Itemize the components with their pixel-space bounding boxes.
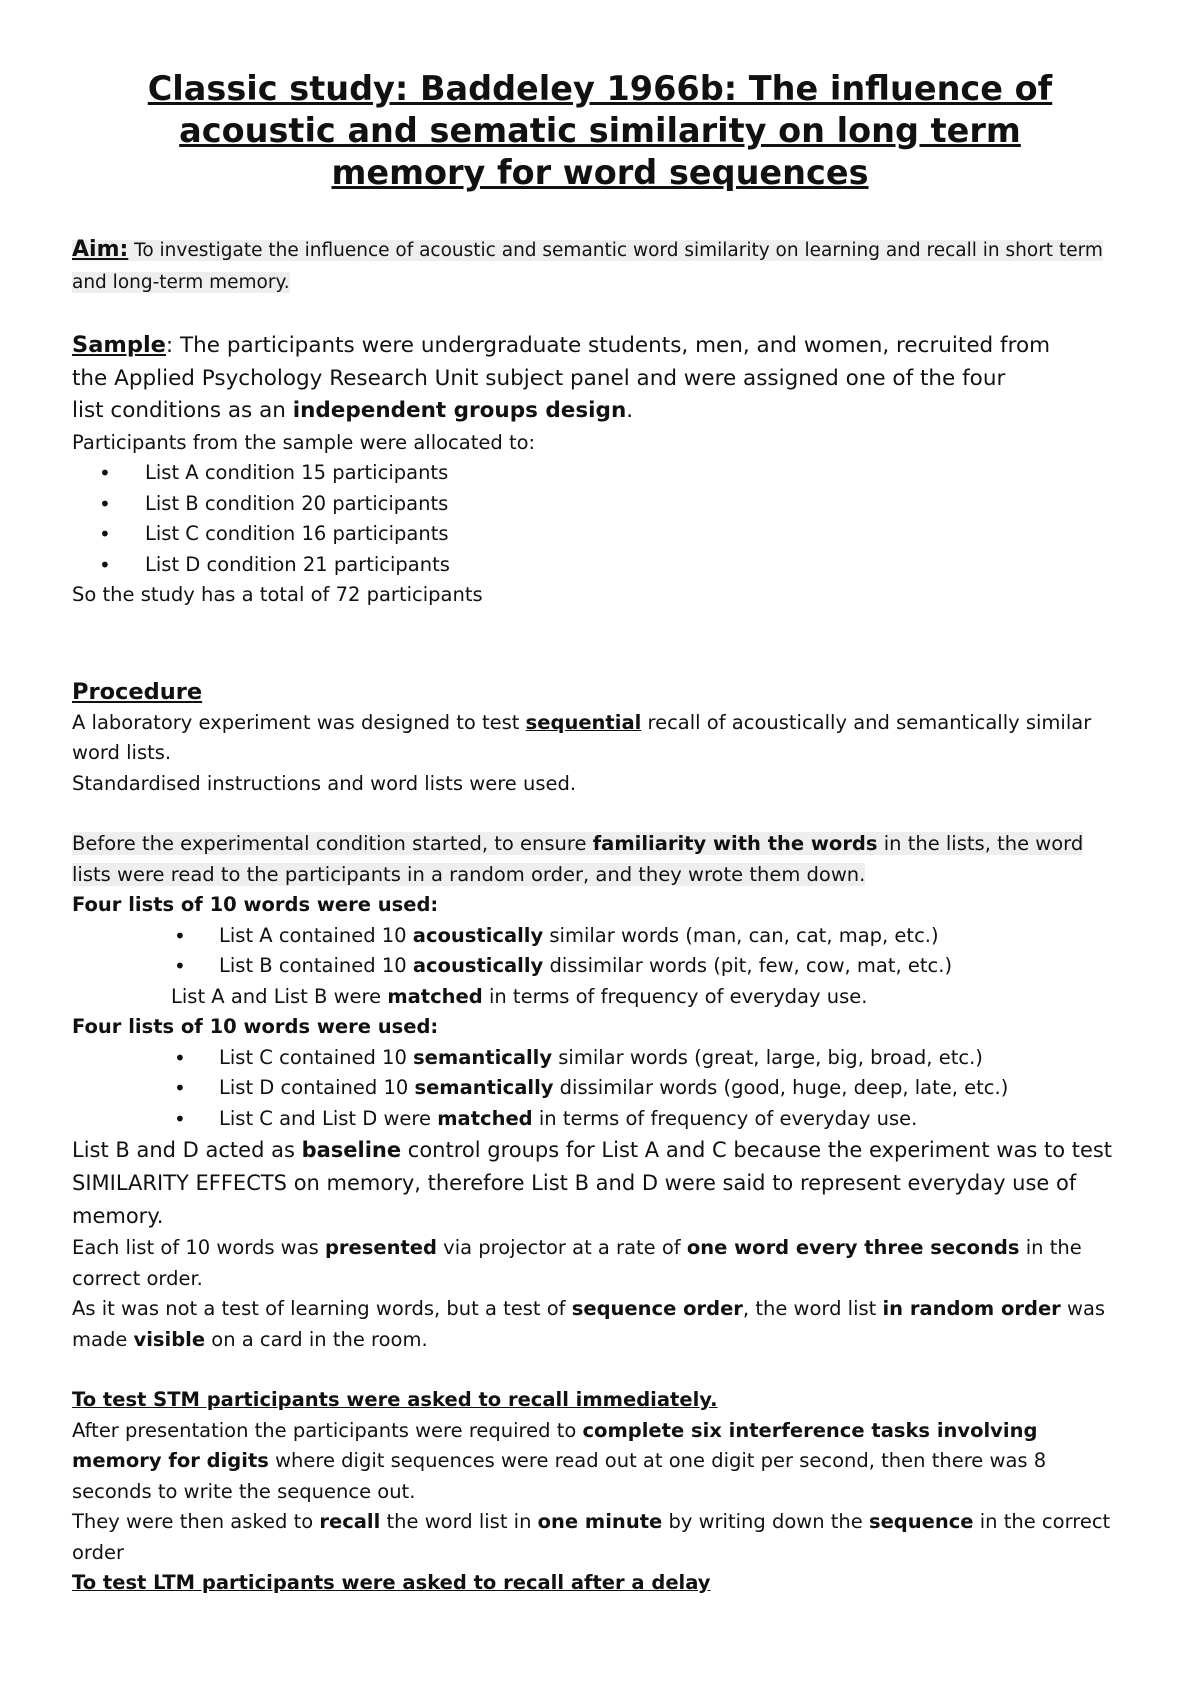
- lists-heading-2: Four lists of 10 words were used:: [72, 1015, 439, 1038]
- list-item: • List A contained 10 acoustically similar words (man, can, cat, map, etc.): [72, 921, 1128, 952]
- conditions-list: [72, 458, 1128, 580]
- procedure-p1-a: A laboratory experiment was designed to test: [72, 710, 526, 734]
- procedure-p1-b: recall of acoustically and semantically similar word lists.: [72, 710, 1092, 764]
- list-item: • List D condition 21 participants: [72, 550, 1128, 581]
- title-line-3: memory for word sequences: [331, 153, 869, 192]
- procedure-heading: Procedure: [72, 678, 203, 705]
- word-lists-cd: [72, 1043, 1128, 1135]
- list-item: • List B contained 10 acoustically dissimilar words (pit, few, cow, mat, etc.): [72, 951, 1128, 982]
- ltm-heading: To test LTM participants were asked to recall after a delay: [72, 1571, 711, 1594]
- sequential-term: sequential: [525, 710, 642, 734]
- title-line-1: Classic study: Baddeley 1966b: The influence of: [147, 69, 1053, 108]
- procedure-p2: Standardised instructions and word lists were used.: [72, 771, 577, 795]
- page-title: [72, 68, 1128, 194]
- presentation-section: [72, 1233, 1128, 1599]
- allocation-section: [72, 428, 1128, 611]
- sample-design: independent groups design: [292, 398, 627, 423]
- baseline-paragraph: List B and D acted as baseline control groups for List A and C because the experiment was to test SIMILARITY EFFECTS on memory, therefore List B and D were said to represent everyday use of memory.: [72, 1138, 1113, 1228]
- procedure-p3-b: familiarity with the words: [592, 832, 878, 855]
- procedure-p3-c: in the lists, the word lists were read to the participants in a random order, and they wrote them down.: [72, 832, 1084, 886]
- list-item: • List B condition 20 participants: [72, 489, 1128, 520]
- procedure-section: [72, 708, 1128, 1135]
- list-item: • List C contained 10 semantically similar words (great, large, big, broad, etc.): [72, 1043, 1128, 1074]
- sample-text-c: list conditions as an: [72, 398, 293, 423]
- aim-paragraph: [72, 234, 1128, 298]
- sample-text-b: the Applied Psychology Research Unit subject panel and were assigned one of the four: [72, 365, 1006, 391]
- sample-text-a: : The participants were undergraduate students, men, and women, recruited from: [165, 333, 1051, 358]
- list-item: • List C condition 16 participants: [72, 519, 1128, 550]
- stm-heading: To test STM participants were asked to recall immediately.: [72, 1388, 718, 1411]
- list-item: • List A condition 15 participants: [72, 458, 1128, 489]
- aim-label: Aim:: [72, 237, 129, 262]
- lists-heading-1: Four lists of 10 words were used:: [72, 893, 439, 916]
- sequence-paragraph: As it was not a test of learning words, but a test of sequence order, the word list in random order was made visible on a card in the room.: [72, 1297, 1106, 1351]
- word-lists-ab: [72, 921, 1128, 982]
- sample-paragraph: [72, 329, 1128, 428]
- total-participants: So the study has a total of 72 participants: [72, 583, 483, 606]
- ab-matched-note: List A and List B were matched in terms of frequency of everyday use.: [171, 984, 868, 1008]
- procedure-p3-a: Before the experimental condition started, to ensure: [72, 832, 593, 855]
- stm-paragraph-2: They were then asked to recall the word list in one minute by writing down the sequence in the correct order: [72, 1510, 1111, 1564]
- list-item: • List D contained 10 semantically dissimilar words (good, huge, deep, late, etc.): [72, 1073, 1128, 1104]
- aim-text: To investigate the influence of acoustic and semantic word similarity on learning and recall in short term and long-term memory.: [72, 240, 1103, 293]
- title-line-2: acoustic and sematic similarity on long term: [179, 111, 1021, 150]
- stm-paragraph-1: After presentation the participants were required to complete six interference tasks involving memory for digits where digit sequences were read out at one digit per second, then there was 8 seconds to write the sequence out.: [72, 1418, 1047, 1503]
- allocation-intro: Participants from the sample were allocated to:: [72, 430, 536, 454]
- sample-label: Sample: [72, 332, 166, 358]
- list-item: • List C and List D were matched in terms of frequency of everyday use.: [72, 1104, 1128, 1135]
- presentation-paragraph: Each list of 10 words was presented via projector at a rate of one word every three seconds in the correct order.: [72, 1236, 1082, 1290]
- sample-text-c-end: .: [626, 398, 634, 423]
